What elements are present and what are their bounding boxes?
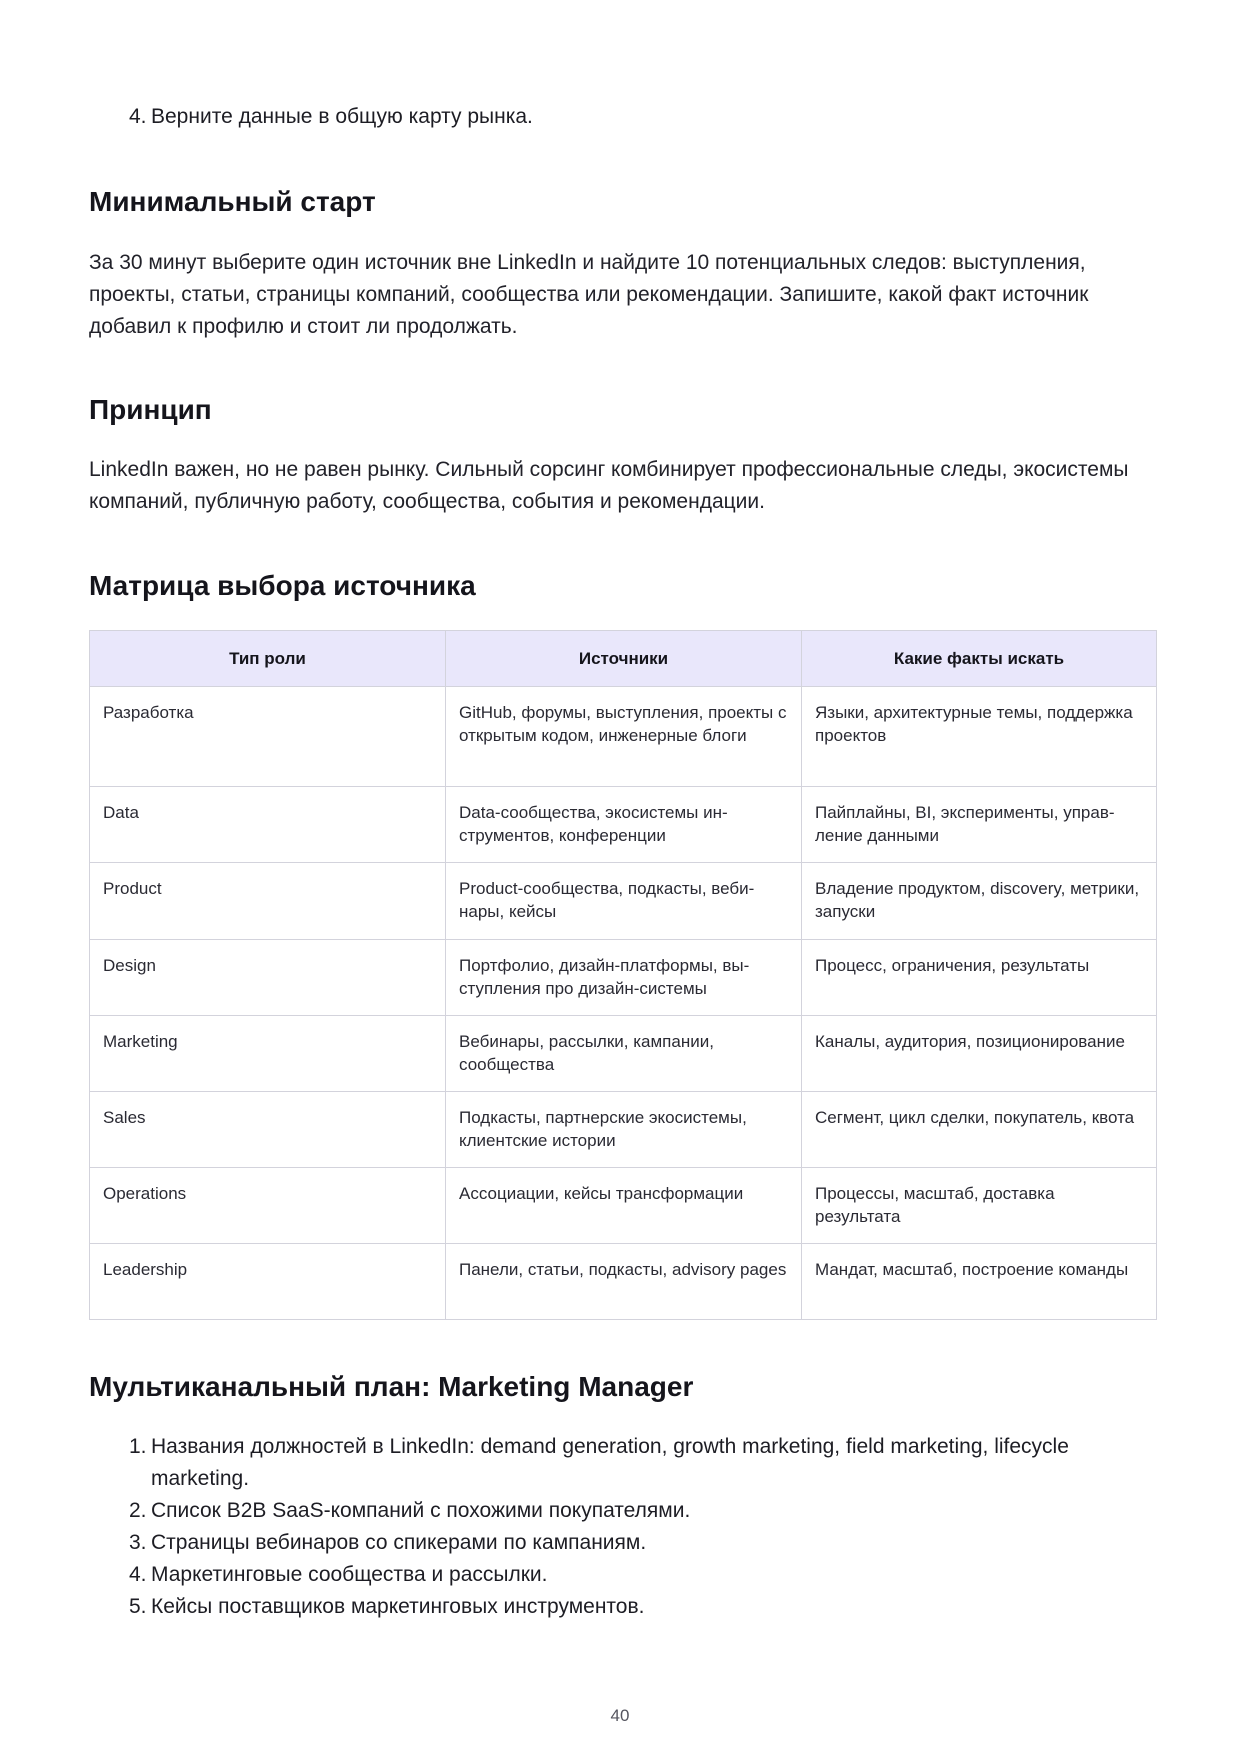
table-cell-role: Product (90, 863, 446, 940)
table-header-row (90, 631, 1157, 687)
table-cell-sources: Панели, статьи, подкасты, advisory pages (446, 1244, 802, 1320)
table-cell-role: Data (90, 787, 446, 863)
table-row (90, 1092, 1157, 1168)
list-item (89, 1591, 1156, 1623)
table-cell-facts: Процесс, ограничения, результаты (802, 940, 1157, 1016)
list-item (89, 1527, 1156, 1559)
top-numbered-list (89, 101, 1156, 133)
table-row (90, 1244, 1157, 1320)
table-cell-sources: Data-сообщества, экосистемы инструментов, конференции (446, 787, 802, 863)
section-heading-matrix: Матрица выбора источника (89, 570, 476, 601)
list-item-text: Маркетинговые сообщества и рассылки. (151, 1563, 548, 1586)
table-cell-role: Leadership (90, 1244, 446, 1320)
table-row (90, 687, 1157, 787)
list-item-text: Список B2B SaaS-компаний с похожими покупателями. (151, 1499, 691, 1522)
list-item-number: 4. (129, 105, 147, 128)
table-cell-facts: Владение продуктом, discovery, метрики, запуски (802, 863, 1157, 940)
table-row (90, 1016, 1157, 1092)
table-cell-role: Sales (90, 1092, 446, 1168)
section-heading-plan: Мультиканальный план: Marketing Manager (89, 1371, 694, 1402)
table-cell-role: Design (90, 940, 446, 1016)
list-item (89, 1431, 1156, 1495)
table-cell-role: Operations (90, 1168, 446, 1244)
table-cell-role: Marketing (90, 1016, 446, 1092)
table-cell-facts: Пайплайны, BI, эксперименты, управление данными (802, 787, 1157, 863)
table-cell-sources: Ассоциации, кейсы трансформации (446, 1168, 802, 1244)
list-item (89, 1495, 1156, 1527)
list-item-number: 2. (129, 1499, 147, 1522)
table-cell-facts: Процессы, масштаб, доставка результата (802, 1168, 1157, 1244)
column-header-role: Тип роли (90, 631, 446, 687)
table-cell-sources: Product-сообщества, подкасты, вебинары, кейсы (446, 863, 802, 940)
table-cell-facts: Каналы, аудитория, позиционирование (802, 1016, 1157, 1092)
list-item-number: 1. (129, 1435, 147, 1458)
min-start-paragraph: За 30 минут выберите один источник вне LinkedIn и найдите 10 потенциальных следов: выступления, проекты, статьи, страницы компаний, сообщества или рекомендации. Запишите, какой факт источник добавил к профилю и стоит ли продолжать. (89, 251, 1089, 338)
table-cell-sources: Подкасты, партнерские экосистемы, клиентские истории (446, 1092, 802, 1168)
table-row (90, 940, 1157, 1016)
section-heading-min-start: Минимальный старт (89, 186, 376, 217)
section-heading-principle: Принцип (89, 394, 212, 425)
plan-numbered-list (89, 1431, 1156, 1623)
page-number: 40 (610, 1706, 630, 1725)
list-item-text: Кейсы поставщиков маркетинговых инструментов. (151, 1595, 645, 1618)
table-cell-sources: Вебинары, рассылки, кампании, сообщества (446, 1016, 802, 1092)
list-item-text: Страницы вебинаров со спикерами по кампаниям. (151, 1531, 647, 1554)
list-item-number: 3. (129, 1531, 147, 1554)
list-item-number: 4. (129, 1563, 147, 1586)
list-item-text: Верните данные в общую карту рынка. (151, 105, 533, 128)
column-header-facts: Какие факты искать (802, 631, 1157, 687)
table-cell-facts: Языки, архитектурные темы, поддержка проектов (802, 687, 1157, 787)
list-item (89, 1559, 1156, 1591)
table-row (90, 1168, 1157, 1244)
table-cell-sources: GitHub, форумы, выступления, проекты с открытым кодом, инженерные блоги (446, 687, 802, 787)
table-cell-sources: Портфолио, дизайн-платформы, выступления про дизайн-системы (446, 940, 802, 1016)
list-item-number: 5. (129, 1595, 147, 1618)
table-cell-role: Разработка (90, 687, 446, 787)
table-cell-facts: Мандат, масштаб, построение команды (802, 1244, 1157, 1320)
principle-paragraph: LinkedIn важен, но не равен рынку. Сильный сорсинг комбинирует профессиональные следы, экосистемы компаний, публичную работу, сообщества, события и рекомендации. (89, 458, 1129, 513)
list-item (89, 101, 1156, 133)
column-header-sources: Источники (446, 631, 802, 687)
table-cell-facts: Сегмент, цикл сделки, покупатель, квота (802, 1092, 1157, 1168)
table-row (90, 787, 1157, 863)
list-item-text: Названия должностей в LinkedIn: demand generation, growth marketing, field marketing, lifecycle marketing. (151, 1435, 1069, 1490)
source-matrix-table (89, 630, 1157, 1320)
table-row (90, 863, 1157, 940)
